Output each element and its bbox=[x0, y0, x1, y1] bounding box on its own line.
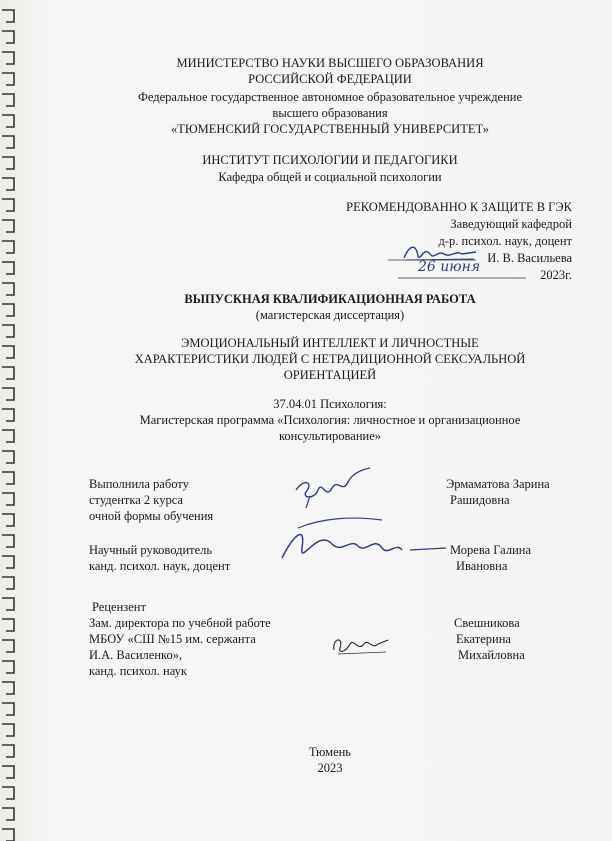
binding-mark bbox=[2, 367, 14, 379]
binding-mark bbox=[2, 829, 14, 841]
institute-name: ИНСТИТУТ ПСИХОЛОГИИ И ПЕДАГОГИКИ bbox=[202, 153, 458, 167]
author-label-3: очной формы обучения bbox=[89, 509, 214, 523]
binding-mark bbox=[2, 10, 14, 22]
binding-mark bbox=[2, 577, 14, 589]
approval-year: 2023г. bbox=[540, 268, 572, 282]
binding-mark bbox=[2, 283, 14, 295]
binding-mark bbox=[2, 220, 14, 232]
binding-mark bbox=[2, 535, 14, 547]
binding-mark bbox=[2, 766, 14, 778]
ministry-line-2: РОССИЙСКОЙ ФЕДЕРАЦИИ bbox=[248, 72, 412, 86]
approval-role: Заведующий кафедрой bbox=[450, 217, 572, 231]
approval-degree: д-р. психол. наук, доцент bbox=[438, 234, 572, 248]
ministry-line-1: МИНИСТЕРСТВО НАУКИ ВЫСШЕГО ОБРАЗОВАНИЯ bbox=[176, 56, 484, 70]
reviewer-label-1: Рецензент bbox=[92, 600, 146, 614]
binding-mark bbox=[2, 430, 14, 442]
author-name-2: Рашидовна bbox=[450, 493, 510, 507]
footer-year: 2023 bbox=[317, 761, 343, 775]
binding-mark bbox=[2, 325, 14, 337]
binding-marks bbox=[0, 0, 28, 841]
binding-mark bbox=[2, 115, 14, 127]
binding-mark bbox=[2, 136, 14, 148]
binding-mark bbox=[2, 808, 14, 820]
binding-mark bbox=[2, 640, 14, 652]
reviewer-name-3: Михайловна bbox=[458, 648, 525, 662]
binding-mark bbox=[2, 241, 14, 253]
binding-mark bbox=[2, 94, 14, 106]
program-line-2: консультирование» bbox=[278, 429, 382, 443]
thesis-title-line-3: ОРИЕНТАЦИЕЙ bbox=[283, 368, 377, 382]
approval-name: И. В. Васильева bbox=[487, 251, 572, 265]
binding-mark bbox=[2, 304, 14, 316]
binding-mark bbox=[2, 178, 14, 190]
binding-mark bbox=[2, 346, 14, 358]
supervisor-name-1: Морева Галина bbox=[450, 543, 531, 557]
reviewer-label-3: МБОУ «СШ №15 им. сержанта bbox=[89, 632, 256, 646]
binding-mark bbox=[2, 724, 14, 736]
work-type: ВЫПУСКНАЯ КВАЛИФИКАЦИОННАЯ РАБОТА bbox=[184, 292, 476, 306]
binding-mark bbox=[2, 598, 14, 610]
binding-mark bbox=[2, 661, 14, 673]
supervisor-signature bbox=[262, 508, 448, 578]
program-line-1: Магистерская программа «Психология: личностное и организационное bbox=[139, 413, 521, 427]
reviewer-name-2: Екатерина bbox=[456, 632, 511, 646]
binding-mark bbox=[2, 556, 14, 568]
binding-mark bbox=[2, 493, 14, 505]
binding-mark bbox=[2, 409, 14, 421]
binding-mark bbox=[2, 619, 14, 631]
institution-line-2: высшего образования bbox=[272, 106, 388, 120]
thesis-title-line-1: ЭМОЦИОНАЛЬНЫЙ ИНТЕЛЛЕКТ И ЛИЧНОСТНЫЕ bbox=[181, 336, 479, 350]
reviewer-label-2: Зам. директора по учебной работе bbox=[89, 616, 271, 630]
program-code: 37.04.01 Психология: bbox=[273, 397, 387, 411]
author-name-1: Эрмаматова Зарина bbox=[446, 477, 550, 491]
handwritten-date: 26 июня bbox=[418, 259, 481, 275]
binding-mark bbox=[2, 514, 14, 526]
supervisor-name-2: Ивановна bbox=[456, 559, 508, 573]
binding-mark bbox=[2, 31, 14, 43]
footer-city: Тюмень bbox=[308, 745, 352, 759]
binding-mark bbox=[2, 73, 14, 85]
author-label-2: студентка 2 курса bbox=[89, 493, 183, 507]
binding-mark bbox=[2, 388, 14, 400]
binding-mark bbox=[2, 199, 14, 211]
binding-mark bbox=[2, 472, 14, 484]
department-name: Кафедра общей и социальной психологии bbox=[218, 170, 442, 184]
binding-mark bbox=[2, 787, 14, 799]
binding-mark bbox=[2, 157, 14, 169]
supervisor-label-2: канд. психол. наук, доцент bbox=[89, 559, 231, 573]
reviewer-name-1: Свешникова bbox=[454, 616, 520, 630]
reviewer-signature bbox=[328, 630, 394, 660]
reviewer-label-4: И.А. Василенко», bbox=[89, 648, 183, 662]
work-subtype: (магистерская диссертация) bbox=[255, 308, 405, 322]
approval-title: РЕКОМЕНДОВАННО К ЗАЩИТЕ В ГЭК bbox=[346, 200, 572, 214]
supervisor-label-1: Научный руководитель bbox=[89, 543, 213, 557]
reviewer-label-5: канд. психол. наук bbox=[89, 664, 187, 678]
university-name: «ТЮМЕНСКИЙ ГОСУДАРСТВЕННЫЙ УНИВЕРСИТЕТ» bbox=[170, 122, 490, 136]
binding-mark bbox=[2, 262, 14, 274]
binding-mark bbox=[2, 451, 14, 463]
author-signature bbox=[290, 460, 380, 510]
binding-mark bbox=[2, 703, 14, 715]
thesis-title-line-2: ХАРАКТЕРИСТИКИ ЛЮДЕЙ С НЕТРАДИЦИОННОЙ СЕКСУАЛЬНОЙ bbox=[134, 352, 526, 366]
binding-mark bbox=[2, 52, 14, 64]
institution-line-1: Федеральное государственное автономное образовательное учреждение bbox=[137, 90, 523, 104]
binding-mark bbox=[2, 745, 14, 757]
binding-mark bbox=[2, 682, 14, 694]
author-label-1: Выполнила работу bbox=[89, 477, 189, 491]
